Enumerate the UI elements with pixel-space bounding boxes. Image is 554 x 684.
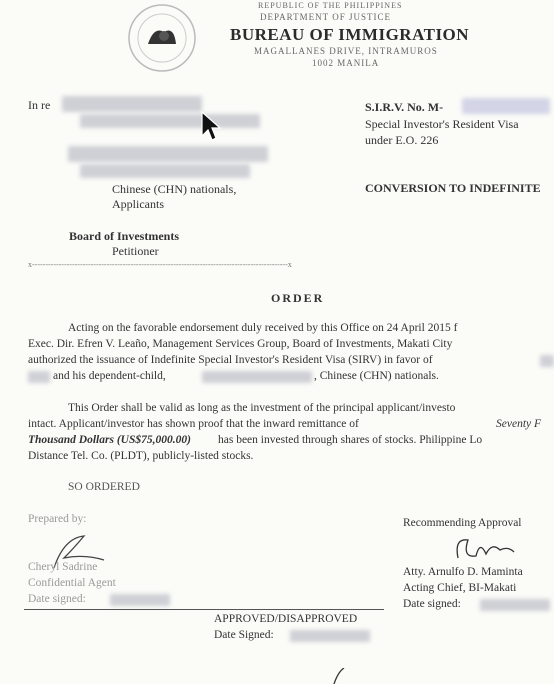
redacted-name-4	[80, 164, 250, 178]
preparer-name: Cheryl Sadrine	[28, 561, 98, 573]
paragraph-1-line-3: authorized the issuance of Indefinite Special Investor's Resident Visa (SIRV) in favor of	[28, 354, 433, 366]
conversion-title: CONVERSION TO INDEFINITE	[365, 181, 541, 195]
redacted-attorney-date	[480, 599, 550, 611]
redacted-sirv-number	[462, 98, 550, 114]
signature-divider	[24, 609, 384, 610]
bottom-signature-stroke-icon	[330, 668, 350, 684]
nationals-text: Chinese (CHN) nationals,	[112, 182, 237, 196]
redacted-approval-date	[290, 630, 370, 642]
attorney-title: Acting Chief, BI-Makati	[403, 582, 517, 594]
redacted-dependent	[202, 371, 312, 383]
so-ordered: SO ORDERED	[68, 481, 140, 493]
prepared-by-label: Prepared by:	[28, 513, 87, 525]
bureau-title: BUREAU OF IMMIGRATION	[230, 25, 470, 44]
paragraph-2-line-1: This Order shall be valid as long as the investment of the principal applicant/investo	[68, 402, 456, 414]
redacted-preparer-date	[110, 594, 170, 606]
paragraph-2-line-4: Distance Tel. Co. (PLDT), publicly-listed stocks.	[28, 450, 254, 462]
attorney-signature-icon	[450, 528, 520, 570]
paragraph-1-line-2: Exec. Dir. Efren V. Leaño, Management Services Group, Board of Investments, Makati City	[28, 338, 453, 350]
paragraph-2-line-3b: has been invested through shares of stocks. Philippine Lo	[218, 434, 483, 446]
address-line-2: 1002 MANILA	[312, 58, 380, 68]
paragraph-1-line-1: Acting on the favorable endorsement duly received by this Office on 24 April 2015 f	[68, 322, 458, 334]
preparer-date-label: Date signed:	[28, 593, 86, 605]
redacted-principal	[28, 371, 50, 383]
paragraph-2-line-2a: intact. Applicant/investor has shown proof that the inward remittance of	[28, 418, 359, 430]
redacted-name-2	[80, 114, 260, 128]
in-re-label: In re	[28, 98, 51, 112]
attorney-name: Atty. Arnulfo D. Maminta	[403, 566, 523, 578]
redacted-favor-name	[540, 355, 554, 367]
attorney-date-label: Date signed:	[403, 598, 461, 610]
date-signed-label: Date Signed:	[214, 629, 274, 641]
mouse-pointer-icon	[200, 110, 222, 142]
caption-separator: x------------------------------------------------------------------------------------------------x	[28, 260, 292, 269]
redacted-name-3	[68, 146, 268, 162]
sirv-number-label: S.I.R.V. No. M-	[365, 100, 444, 114]
bureau-seal-icon	[118, 2, 206, 74]
remittance-amount: Thousand Dollars (US$75,000.00)	[28, 434, 191, 446]
department-line: DEPARTMENT OF JUSTICE	[260, 12, 391, 22]
executive-order: under E.O. 226	[365, 133, 439, 147]
petitioner-name: Board of Investments	[69, 229, 179, 243]
applicants-text: Applicants	[112, 197, 164, 211]
redacted-name-1	[62, 96, 202, 112]
order-heading: ORDER	[271, 291, 325, 305]
approved-disapproved-label: APPROVED/DISAPPROVED	[214, 613, 358, 625]
paragraph-2-line-2b: Seventy F	[496, 418, 542, 430]
paragraph-1-line-4b: , Chinese (CHN) nationals.	[314, 370, 439, 382]
visa-type: Special Investor's Resident Visa	[365, 117, 519, 131]
address-line-1: MAGALLANES DRIVE, INTRAMUROS	[254, 46, 438, 56]
republic-line: REPUBLIC OF THE PHILIPPINES	[258, 1, 403, 10]
paragraph-1-line-4a: and his dependent-child,	[53, 370, 166, 382]
preparer-title: Confidential Agent	[28, 577, 116, 589]
petitioner-role: Petitioner	[112, 244, 159, 258]
recommending-approval-label: Recommending Approval	[403, 517, 522, 529]
